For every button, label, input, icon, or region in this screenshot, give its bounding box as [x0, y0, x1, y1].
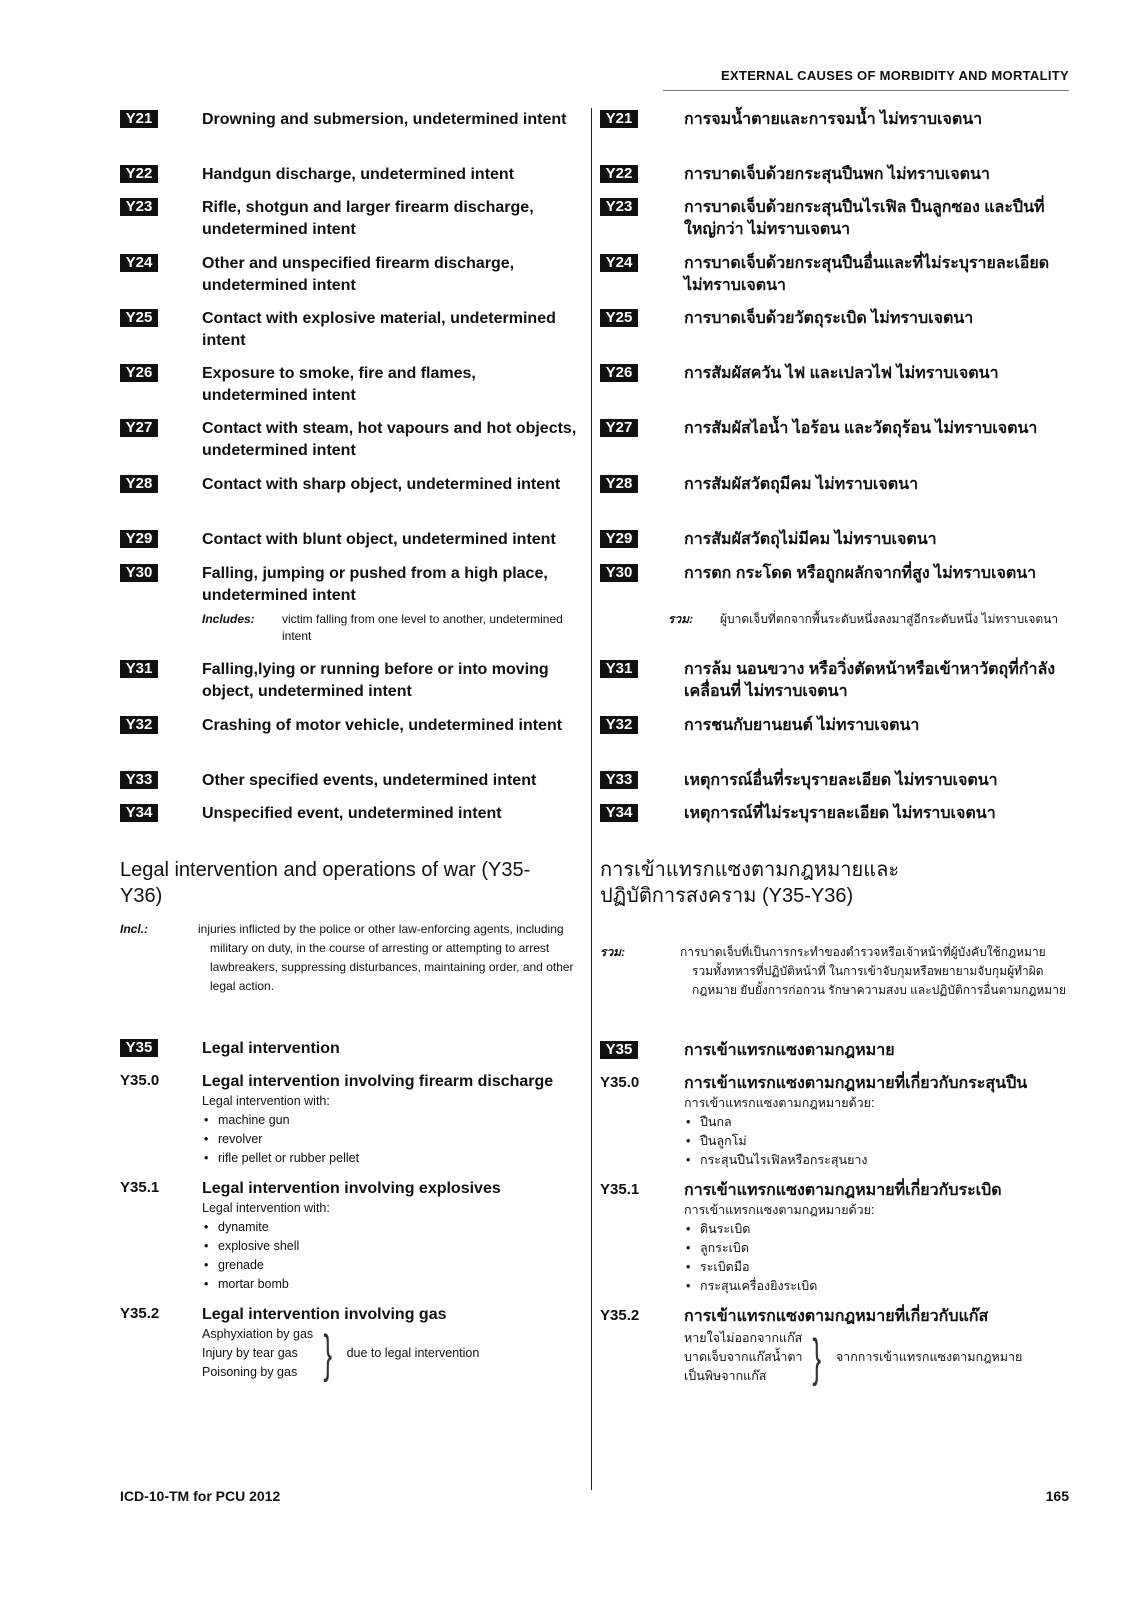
entry-title: การสัมผัสวัตถุมีคม ไม่ทราบเจตนา — [684, 476, 919, 493]
y30-includes-note — [202, 611, 582, 645]
incl-label: รวม: — [600, 945, 626, 959]
code-badge: Y27 — [600, 419, 638, 437]
list-item: • grenade — [202, 1256, 582, 1275]
entry-title: เหตุการณ์ที่ไม่ระบุรายละเอียด ไม่ทราบเจตนา — [684, 805, 996, 822]
entry-title: การสัมผัสควัน ไฟ และเปลวไฟ ไม่ทราบเจตนา — [684, 365, 999, 382]
subcode: Y35.0 — [600, 1074, 640, 1091]
y35-0-details — [684, 1094, 1068, 1170]
list-item: • กระสุนเครื่องยิงระเบิด — [684, 1277, 1068, 1296]
entry-title: การตก กระโดด หรือถูกผลักจากที่สูง ไม่ทราบเจตนา — [684, 565, 1037, 582]
code-badge: Y34 — [600, 804, 638, 822]
entry-title: Other and unspecified firearm discharge, undetermined intent — [202, 255, 515, 294]
y35-2-details — [202, 1325, 479, 1382]
code-badge: Y35 — [120, 1039, 158, 1057]
entry-title: การสัมผัสวัตถุไม่มีคม ไม่ทราบเจตนา — [684, 531, 937, 548]
gas-item: Injury by tear gas — [202, 1346, 298, 1360]
code-badge: Y27 — [120, 419, 158, 437]
entry-title: Contact with sharp object, undetermined intent — [202, 476, 561, 493]
code-badge: Y23 — [600, 198, 638, 216]
detail-intro: การเข้าแทรกแซงตามกฎหมายด้วย: — [684, 1096, 875, 1110]
entry-title: Legal intervention involving firearm discharge — [202, 1073, 554, 1090]
footer-book-title: ICD-10-TM for PCU 2012 — [120, 1488, 281, 1504]
code-badge: Y29 — [120, 530, 158, 548]
list-item: • dynamite — [202, 1218, 582, 1237]
section-title: Legal intervention and operations of war (Y35-Y36) — [120, 859, 531, 907]
entry-title: Unspecified event, undetermined intent — [202, 805, 502, 822]
code-badge: Y21 — [600, 110, 638, 128]
entry-title: การเข้าแทรกแซงตามกฎหมายที่เกี่ยวกับแก๊ส — [684, 1308, 989, 1325]
y35-1-details — [202, 1199, 582, 1294]
brace-icon: } — [323, 1324, 333, 1383]
list-item: • ปืนกล — [684, 1113, 1068, 1132]
detail-intro: Legal intervention with: — [202, 1201, 330, 1215]
gas-item: หายใจไม่ออกจากแก๊ส — [684, 1331, 803, 1345]
code-badge: Y32 — [120, 716, 158, 734]
list-item: • กระสุนปืนไรเฟิลหรือกระสุนยาง — [684, 1151, 1068, 1170]
column-divider — [591, 108, 592, 1490]
gas-item: เป็นพิษจากแก๊ส — [684, 1369, 767, 1383]
code-badge: Y25 — [120, 309, 158, 327]
entry-title: Legal intervention involving explosives — [202, 1180, 501, 1197]
entry-title: Falling,lying or running before or into moving object, undetermined intent — [202, 661, 549, 700]
code-badge: Y26 — [120, 364, 158, 382]
code-badge: Y30 — [600, 564, 638, 582]
gas-item: Poisoning by gas — [202, 1365, 298, 1379]
list-item: • machine gun — [202, 1111, 582, 1130]
incl-label: Incl.: — [120, 922, 149, 936]
code-badge: Y24 — [600, 254, 638, 272]
entry-title: การล้ม นอนขวาง หรือวิ่งตัดหน้าหรือเข้าหาวัตถุที่กำลังเคลื่อนที่ ไม่ทราบเจตนา — [684, 661, 1056, 700]
gas-item: Asphyxiation by gas — [202, 1327, 314, 1341]
list-item: • rifle pellet or rubber pellet — [202, 1149, 582, 1168]
code-badge: Y22 — [120, 165, 158, 183]
entry-title: Contact with steam, hot vapours and hot objects, undetermined intent — [202, 420, 577, 459]
code-badge: Y21 — [120, 110, 158, 128]
entry-title: Crashing of motor vehicle, undetermined intent — [202, 717, 563, 734]
subcode: Y35.2 — [120, 1305, 160, 1322]
entry-title: การเข้าแทรกแซงตามกฎหมายที่เกี่ยวกับกระสุนปืน — [684, 1075, 1028, 1092]
list-item: • ปืนลูกโม่ — [684, 1132, 1068, 1151]
code-badge: Y28 — [120, 475, 158, 493]
entry-title: Handgun discharge, undetermined intent — [202, 166, 515, 183]
entry-title: Legal intervention — [202, 1040, 340, 1057]
list-item: • ระเบิดมือ — [684, 1258, 1068, 1277]
entry-title: Drowning and submersion, undetermined intent — [202, 111, 567, 128]
code-badge: Y23 — [120, 198, 158, 216]
section-inclusion-note — [600, 943, 1068, 1000]
code-badge: Y31 — [600, 660, 638, 678]
page-number: 165 — [1045, 1488, 1069, 1504]
code-badge: Y30 — [120, 564, 158, 582]
running-header: EXTERNAL CAUSES OF MORBIDITY AND MORTALITY — [663, 68, 1069, 91]
includes-label: Includes: — [202, 612, 255, 626]
includes-text: ผู้บาดเจ็บที่ตกจากพื้นระดับหนึ่งลงมาสู่อีกระดับหนึ่ง ไม่ทราบเจตนา — [720, 612, 1059, 626]
y35-2-details — [684, 1329, 1022, 1386]
entry-title: Rifle, shotgun and larger firearm discharge, undetermined intent — [202, 199, 534, 238]
brace-icon: } — [812, 1328, 822, 1387]
subcode: Y35.0 — [120, 1072, 160, 1089]
subcode: Y35.2 — [600, 1307, 640, 1324]
code-badge: Y32 — [600, 716, 638, 734]
section-inclusion-note — [120, 920, 582, 996]
entry-title: การชนกับยานยนต์ ไม่ทราบเจตนา — [684, 717, 920, 734]
entry-title: การจมน้ำตายและการจมน้ำ ไม่ทราบเจตนา — [684, 111, 983, 128]
code-badge: Y34 — [120, 804, 158, 822]
entry-title: เหตุการณ์อื่นที่ระบุรายละเอียด ไม่ทราบเจตนา — [684, 772, 998, 789]
entry-title: การเข้าแทรกแซงตามกฎหมาย — [684, 1042, 895, 1059]
code-badge: Y29 — [600, 530, 638, 548]
list-item: • revolver — [202, 1130, 582, 1149]
code-badge: Y35 — [600, 1041, 638, 1059]
entry-title: Falling, jumping or pushed from a high place, undetermined intent — [202, 565, 548, 604]
list-item: • ลูกระเบิด — [684, 1239, 1068, 1258]
code-badge: Y33 — [600, 771, 638, 789]
code-badge: Y28 — [600, 475, 638, 493]
entry-title: Other specified events, undetermined intent — [202, 772, 537, 789]
subcode: Y35.1 — [600, 1181, 640, 1198]
entry-title: การบาดเจ็บด้วยกระสุนปืนพก ไม่ทราบเจตนา — [684, 166, 990, 183]
detail-intro: การเข้าแทรกแซงตามกฎหมายด้วย: — [684, 1203, 875, 1217]
list-item: • explosive shell — [202, 1237, 582, 1256]
entry-title: การบาดเจ็บด้วยกระสุนปืนอื่นและที่ไม่ระบุรายละเอียด ไม่ทราบเจตนา — [684, 255, 1050, 294]
entry-title: การบาดเจ็บด้วยกระสุนปืนไรเฟิล ปืนลูกซอง และปืนที่ใหญ่กว่า ไม่ทราบเจตนา — [684, 199, 1045, 238]
code-badge: Y25 — [600, 309, 638, 327]
gas-suffix: due to legal intervention — [346, 1346, 480, 1360]
code-badge: Y26 — [600, 364, 638, 382]
entry-title: Legal intervention involving gas — [202, 1306, 447, 1323]
detail-intro: Legal intervention with: — [202, 1094, 330, 1108]
gas-suffix: จากการเข้าแทรกแซงตามกฎหมาย — [835, 1350, 1023, 1364]
y30-includes-note — [668, 611, 1068, 628]
subcode: Y35.1 — [120, 1179, 160, 1196]
code-badge: Y22 — [600, 165, 638, 183]
code-badge: Y31 — [120, 660, 158, 678]
entry-title: การบาดเจ็บด้วยวัตถุระเบิด ไม่ทราบเจตนา — [684, 310, 974, 327]
code-badge: Y33 — [120, 771, 158, 789]
list-item: • mortar bomb — [202, 1275, 582, 1294]
y35-1-details — [684, 1201, 1068, 1296]
entry-title: Contact with blunt object, undetermined intent — [202, 531, 556, 548]
incl-text: injuries inflicted by the police or other law-enforcing agents, including military on duty, in the course of arresting or attempting to arrest lawbreakers, suppressing disturbances, maintaining order, and other legal action. — [198, 922, 574, 993]
y35-0-details — [202, 1092, 582, 1168]
code-badge: Y24 — [120, 254, 158, 272]
includes-text: victim falling from one level to another, undetermined intent — [282, 612, 563, 643]
entry-title: Contact with explosive material, undetermined intent — [202, 310, 556, 349]
entry-title: การเข้าแทรกแซงตามกฎหมายที่เกี่ยวกับระเบิด — [684, 1182, 1002, 1199]
gas-item: บาดเจ็บจากแก๊สน้ำตา — [684, 1350, 803, 1364]
section-title: การเข้าแทรกแซงตามกฎหมายและปฏิบัติการสงคราม (Y35-Y36) — [600, 859, 900, 907]
entry-title: Exposure to smoke, fire and flames, undetermined intent — [202, 365, 476, 404]
list-item: • ดินระเบิด — [684, 1220, 1068, 1239]
entry-title: การสัมผัสไอน้ำ ไอร้อน และวัตถุร้อน ไม่ทราบเจตนา — [684, 420, 1038, 437]
includes-label: รวม: — [668, 612, 694, 626]
incl-text: การบาดเจ็บที่เป็นการกระทำของตำรวจหรือเจ้าหน้าที่ผู้บังคับใช้กฎหมาย รวมทั้งทหารที่ปฏิบัติหน้าที่ ในการเข้าจับกุมหรือพยายามจับกุมผู้ทำผิดกฎหมาย ยับยั้งการก่อกวน รักษาความสงบ และปฏิบัติการอื่นตามกฎหมาย — [680, 945, 1066, 997]
